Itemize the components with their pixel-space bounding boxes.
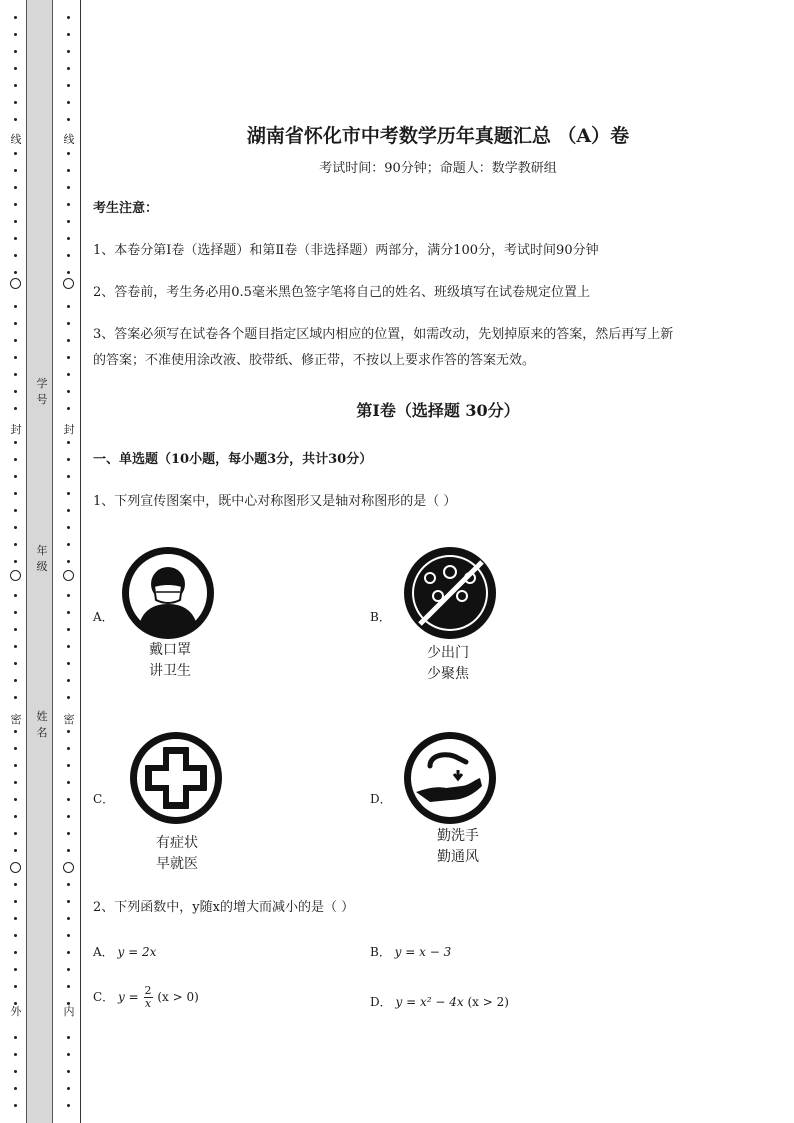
cut-line-dot bbox=[14, 322, 17, 325]
cut-line-dot bbox=[67, 560, 70, 563]
cut-line-dot bbox=[14, 220, 17, 223]
notice-heading: 考生注意： bbox=[93, 201, 159, 216]
cut-line-dot bbox=[67, 900, 70, 903]
cut-line-dot bbox=[67, 441, 70, 444]
cut-line-dot bbox=[67, 101, 70, 104]
cut-line-dot bbox=[67, 169, 70, 172]
exam-info: 考试时间：90分钟；命题人：数学教研组 bbox=[319, 161, 557, 176]
condition: (x > 2) bbox=[467, 995, 509, 1009]
binding-hole-icon bbox=[10, 278, 21, 289]
binding-hole-icon bbox=[10, 862, 21, 873]
cut-line-dot bbox=[67, 798, 70, 801]
cut-line-dot bbox=[67, 696, 70, 699]
cut-line-dot bbox=[67, 186, 70, 189]
cut-line-mark: 线 bbox=[8, 134, 24, 146]
cut-line-dot bbox=[14, 543, 17, 546]
cut-line-dot bbox=[14, 883, 17, 886]
condition: (x > 0) bbox=[157, 990, 199, 1004]
equals: = bbox=[128, 945, 139, 959]
cut-line-dot bbox=[14, 390, 17, 393]
cut-line-dot bbox=[67, 16, 70, 19]
expression: x − 3 bbox=[419, 945, 452, 959]
cut-line-dot bbox=[67, 1070, 70, 1073]
numerator: 2 bbox=[144, 984, 152, 997]
cut-line-dot bbox=[67, 849, 70, 852]
cut-line-dot bbox=[67, 968, 70, 971]
cut-line-dot bbox=[14, 730, 17, 733]
option-label: A． bbox=[93, 945, 114, 959]
q2-option-a[interactable] bbox=[93, 943, 156, 960]
var-y: y bbox=[118, 990, 125, 1004]
notice-item-3-cont: 的答案；不准使用涂改液、胶带纸、修正带，不按以上要求作答的答案无效。 bbox=[93, 353, 536, 368]
cut-line-dot bbox=[14, 696, 17, 699]
caption-line-1: 勤洗手 bbox=[437, 828, 479, 844]
cut-line-mark: 封 bbox=[61, 424, 77, 436]
part-heading: 一、单选题（10小题，每小题3分，共计30分） bbox=[93, 452, 373, 467]
expression: x² − 4x bbox=[419, 995, 464, 1009]
equals: = bbox=[128, 990, 139, 1004]
cut-line-dot bbox=[14, 849, 17, 852]
caption-line-2: 少聚焦 bbox=[427, 666, 469, 682]
caption-line-1: 少出门 bbox=[427, 645, 469, 661]
cut-line-dot bbox=[67, 118, 70, 121]
cut-line-dot bbox=[14, 594, 17, 597]
cut-line-dot bbox=[14, 186, 17, 189]
caption-line-1: 有症状 bbox=[156, 835, 198, 851]
cut-line-dot bbox=[67, 475, 70, 478]
hand-wash-icon bbox=[400, 730, 500, 826]
cut-line-dot bbox=[67, 492, 70, 495]
equals: = bbox=[406, 995, 417, 1009]
caption-line-2: 讲卫生 bbox=[149, 663, 191, 679]
q2-option-d[interactable] bbox=[370, 993, 509, 1010]
cut-line-dot bbox=[67, 594, 70, 597]
section-title: 第I卷（选择题 30分） bbox=[356, 401, 520, 420]
q2-option-c[interactable] bbox=[93, 985, 199, 1010]
cut-line-dot bbox=[14, 16, 17, 19]
cut-line-dot bbox=[14, 356, 17, 359]
cut-line-dot bbox=[14, 1070, 17, 1073]
cut-line-dot bbox=[67, 152, 70, 155]
dotted-cut-line-outer bbox=[10, 0, 22, 1123]
cut-line-dot bbox=[14, 305, 17, 308]
cut-line-dot bbox=[67, 67, 70, 70]
cut-line-dot bbox=[14, 492, 17, 495]
cut-line-dot bbox=[14, 798, 17, 801]
cut-line-dot bbox=[67, 679, 70, 682]
cut-line-dot bbox=[67, 781, 70, 784]
cut-line-dot bbox=[67, 985, 70, 988]
cut-line-dot bbox=[14, 441, 17, 444]
q1-option-b-caption bbox=[393, 643, 503, 685]
cut-line-dot bbox=[67, 339, 70, 342]
cut-line-dot bbox=[67, 747, 70, 750]
cut-line-dot bbox=[14, 1053, 17, 1056]
binding-margin bbox=[0, 0, 82, 1123]
cut-line-dot bbox=[67, 84, 70, 87]
cut-line-dot bbox=[14, 1036, 17, 1039]
cut-line-dot bbox=[14, 764, 17, 767]
cut-line-dot bbox=[67, 1104, 70, 1107]
cut-line-dot bbox=[67, 237, 70, 240]
cut-line-mark: 密 bbox=[61, 714, 77, 726]
var-y: y bbox=[394, 945, 402, 959]
notice-item-3: 3、答案必须写在试卷各个题目指定区域内相应的位置，如需改动，先划掉原来的答案，然后再写上新 bbox=[93, 327, 674, 342]
cut-line-dot bbox=[14, 526, 17, 529]
caption-line-1: 戴口罩 bbox=[149, 642, 191, 658]
cut-line-dot bbox=[14, 84, 17, 87]
cut-line-dot bbox=[14, 900, 17, 903]
cut-line-dot bbox=[14, 169, 17, 172]
option-label: C． bbox=[93, 990, 115, 1004]
q1-option-c-label[interactable]: C． bbox=[93, 792, 115, 806]
cut-line-dot bbox=[67, 220, 70, 223]
cut-line-dot bbox=[14, 373, 17, 376]
cut-line-mark: 封 bbox=[8, 424, 24, 436]
cut-line-dot bbox=[67, 254, 70, 257]
cut-line-dot bbox=[14, 1087, 17, 1090]
equals: = bbox=[405, 945, 416, 959]
cut-line-dot bbox=[67, 764, 70, 767]
cut-line-dot bbox=[14, 560, 17, 563]
q2-option-b[interactable] bbox=[370, 943, 451, 960]
notice-item-1: 1、本卷分第I卷（选择题）和第Ⅱ卷（非选择题）两部分，满分100分，考试时间90分钟 bbox=[93, 243, 599, 258]
cut-line-dot bbox=[67, 815, 70, 818]
cut-line-dot bbox=[67, 322, 70, 325]
cut-line-dot bbox=[14, 934, 17, 937]
binding-hole-icon bbox=[63, 278, 74, 289]
cut-line-mark: 内 bbox=[61, 1006, 77, 1018]
option-label: B． bbox=[370, 945, 391, 959]
cut-line-dot bbox=[67, 662, 70, 665]
cut-line-dot bbox=[14, 679, 17, 682]
cut-line-dot bbox=[14, 101, 17, 104]
cut-line-dot bbox=[67, 407, 70, 410]
cut-line-dot bbox=[14, 271, 17, 274]
cut-line-dot bbox=[67, 390, 70, 393]
cut-line-dot bbox=[67, 1053, 70, 1056]
var-y: y bbox=[395, 995, 403, 1009]
cut-line-dot bbox=[14, 917, 17, 920]
cut-line-dot bbox=[14, 339, 17, 342]
student-id-label: 学号 bbox=[36, 377, 48, 406]
cut-line-dot bbox=[67, 356, 70, 359]
cut-line-dot bbox=[67, 934, 70, 937]
cut-line-dot bbox=[14, 747, 17, 750]
cut-line-mark: 线 bbox=[61, 134, 77, 146]
cut-line-dot bbox=[67, 305, 70, 308]
cut-line-dot bbox=[14, 118, 17, 121]
q1-option-b-label[interactable]: B． bbox=[370, 610, 391, 624]
cut-line-dot bbox=[14, 832, 17, 835]
cut-line-dot bbox=[14, 951, 17, 954]
dotted-cut-line-inner bbox=[63, 0, 75, 1123]
cut-line-dot bbox=[14, 968, 17, 971]
cut-line-dot bbox=[14, 611, 17, 614]
cut-line-dot bbox=[67, 509, 70, 512]
q1-option-d-caption bbox=[403, 826, 513, 868]
cut-line-mark: 密 bbox=[8, 714, 24, 726]
cut-line-dot bbox=[67, 832, 70, 835]
cut-line-dot bbox=[67, 373, 70, 376]
cut-line-dot bbox=[67, 543, 70, 546]
cut-line-dot bbox=[67, 645, 70, 648]
grade-label: 年级 bbox=[36, 544, 48, 573]
cut-line-dot bbox=[14, 662, 17, 665]
page-title: 湖南省怀化市中考数学历年真题汇总 （A）卷 bbox=[246, 125, 630, 147]
notice-item-2: 2、答卷前，考生务必用0.5毫米黑色签字笔将自己的姓名、班级填写在试卷规定位置上 bbox=[93, 285, 590, 300]
mask-person-icon bbox=[118, 546, 218, 640]
cut-line-dot bbox=[67, 203, 70, 206]
cut-line-dot bbox=[67, 628, 70, 631]
name-label: 姓名 bbox=[36, 710, 48, 739]
cut-line-dot bbox=[67, 526, 70, 529]
cut-line-dot bbox=[14, 67, 17, 70]
cut-line-dot bbox=[14, 50, 17, 53]
cut-line-dot bbox=[14, 509, 17, 512]
cut-line-dot bbox=[14, 985, 17, 988]
cut-line-dot bbox=[14, 203, 17, 206]
cut-line-dot bbox=[14, 458, 17, 461]
option-label: D． bbox=[370, 995, 392, 1009]
cut-line-dot bbox=[14, 152, 17, 155]
expression: 2x bbox=[142, 945, 157, 959]
cut-line-dot bbox=[67, 917, 70, 920]
cut-line-dot bbox=[14, 1104, 17, 1107]
no-crowd-icon bbox=[400, 546, 500, 640]
medical-cross-icon bbox=[126, 730, 226, 826]
q1-option-c-caption bbox=[122, 833, 232, 875]
cut-line-dot bbox=[14, 781, 17, 784]
cut-line-dot bbox=[67, 33, 70, 36]
cut-line-dot bbox=[67, 458, 70, 461]
cut-line-dot bbox=[67, 730, 70, 733]
denominator: x bbox=[144, 997, 152, 1010]
cut-line-dot bbox=[67, 1087, 70, 1090]
var-y: y bbox=[117, 945, 125, 959]
cut-line-dot bbox=[14, 407, 17, 410]
cut-line-dot bbox=[67, 1036, 70, 1039]
caption-line-2: 早就医 bbox=[156, 856, 198, 872]
q1-option-a-caption bbox=[115, 640, 225, 682]
question-2-stem: 2、下列函数中，y随x的增大而减小的是（ ） bbox=[93, 900, 355, 915]
cut-line-dot bbox=[14, 645, 17, 648]
binding-hole-icon bbox=[63, 570, 74, 581]
cut-line-dot bbox=[67, 611, 70, 614]
binding-hole-icon bbox=[63, 862, 74, 873]
fraction bbox=[144, 985, 153, 1010]
cut-line-dot bbox=[67, 50, 70, 53]
cut-line-dot bbox=[14, 628, 17, 631]
cut-line-dot bbox=[67, 271, 70, 274]
cut-line-dot bbox=[14, 237, 17, 240]
cut-line-dot bbox=[14, 815, 17, 818]
cut-line-dot bbox=[14, 475, 17, 478]
q1-option-a-label[interactable]: A． bbox=[93, 610, 114, 624]
margin-border-line bbox=[80, 0, 81, 1123]
cut-line-dot bbox=[14, 33, 17, 36]
question-1-stem: 1、下列宣传图案中，既中心对称图形又是轴对称图形的是（ ） bbox=[93, 494, 457, 509]
cut-line-mark: 外 bbox=[8, 1006, 24, 1018]
cut-line-dot bbox=[67, 951, 70, 954]
binding-hole-icon bbox=[10, 570, 21, 581]
cut-line-dot bbox=[67, 883, 70, 886]
q1-option-d-label[interactable]: D． bbox=[370, 792, 392, 806]
caption-line-2: 勤通风 bbox=[437, 849, 479, 865]
cut-line-dot bbox=[14, 254, 17, 257]
